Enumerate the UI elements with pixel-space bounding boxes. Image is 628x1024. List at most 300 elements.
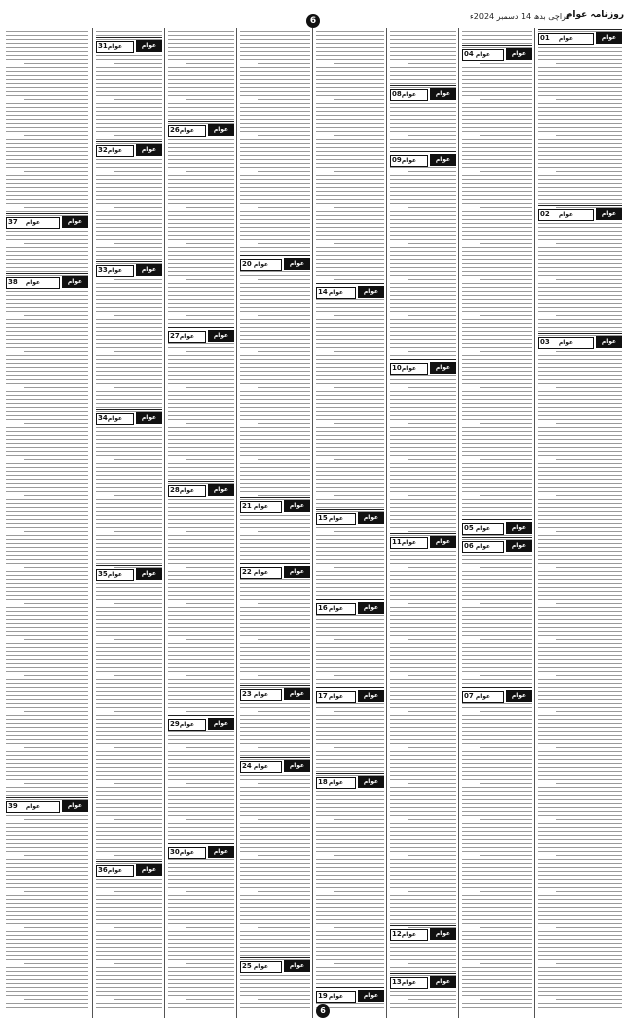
text-line	[96, 355, 162, 356]
text-line	[408, 891, 456, 892]
notice-divider	[96, 565, 162, 566]
text-line	[96, 367, 162, 368]
notice-logo-box: عوام	[284, 258, 310, 270]
text-line	[462, 511, 532, 512]
text-line	[390, 731, 456, 732]
text-line	[538, 283, 622, 284]
text-line	[258, 999, 310, 1000]
text-line	[390, 703, 456, 704]
text-line	[538, 323, 622, 324]
text-line	[390, 275, 456, 276]
text-line	[168, 659, 234, 660]
text-line	[538, 863, 622, 864]
notice-number: 25	[242, 962, 252, 970]
text-line	[408, 747, 456, 748]
text-line	[462, 223, 532, 224]
text-line	[462, 847, 532, 848]
text-line	[114, 387, 162, 388]
text-line	[240, 103, 310, 104]
text-line	[334, 639, 384, 640]
text-line	[96, 659, 162, 660]
text-line	[96, 703, 162, 704]
text-line	[462, 239, 532, 240]
notice-number: 17	[318, 692, 328, 700]
text-line	[316, 319, 384, 320]
notice-logo-box: عوام	[208, 846, 234, 858]
text-line	[168, 503, 234, 504]
text-line	[114, 675, 162, 676]
text-line	[24, 855, 88, 856]
text-line	[538, 823, 622, 824]
text-line	[538, 103, 622, 104]
text-line	[462, 147, 532, 148]
text-line	[538, 131, 622, 132]
notice-divider	[316, 509, 384, 510]
text-line	[538, 155, 622, 156]
text-line	[316, 959, 384, 960]
notice-header	[96, 568, 162, 580]
text-line	[408, 135, 456, 136]
text-line	[538, 139, 622, 140]
text-line	[240, 487, 310, 488]
text-line	[96, 827, 162, 828]
text-line	[316, 83, 384, 84]
text-line	[240, 319, 310, 320]
notice-number: 36	[98, 866, 108, 874]
notice-divider	[462, 519, 532, 520]
text-line	[240, 955, 310, 956]
notice-divider	[240, 497, 310, 498]
text-line	[538, 791, 622, 792]
text-line	[538, 923, 622, 924]
text-line	[390, 951, 456, 952]
text-line	[96, 339, 162, 340]
text-line	[408, 63, 456, 64]
notice-header	[240, 258, 310, 270]
text-line	[168, 599, 234, 600]
text-line	[462, 839, 532, 840]
text-line	[538, 523, 622, 524]
text-line	[168, 939, 234, 940]
text-line	[390, 695, 456, 696]
text-line	[390, 823, 456, 824]
text-line	[96, 175, 162, 176]
text-line	[462, 255, 532, 256]
text-line	[316, 147, 384, 148]
text-line	[556, 171, 622, 172]
text-line	[462, 167, 532, 168]
text-line	[6, 247, 88, 248]
text-line	[6, 443, 88, 444]
text-line	[334, 279, 384, 280]
notice-divider	[240, 255, 310, 256]
text-line	[316, 307, 384, 308]
text-line	[390, 139, 456, 140]
text-line	[240, 591, 310, 592]
text-line	[240, 983, 310, 984]
text-line	[240, 551, 310, 552]
notice-number: 11	[392, 538, 402, 546]
notice-divider	[6, 797, 88, 798]
text-line	[168, 147, 234, 148]
text-line	[480, 891, 532, 892]
text-line	[168, 439, 234, 440]
text-line	[462, 735, 532, 736]
text-line	[316, 899, 384, 900]
text-line	[168, 443, 234, 444]
notice-number: 26	[170, 126, 180, 134]
text-line	[538, 723, 622, 724]
text-line	[538, 951, 622, 952]
text-line	[390, 403, 456, 404]
text-line	[556, 891, 622, 892]
text-line	[316, 631, 384, 632]
text-line	[6, 47, 88, 48]
text-line	[538, 291, 622, 292]
text-line	[390, 751, 456, 752]
text-line	[240, 791, 310, 792]
text-line	[462, 379, 532, 380]
text-line	[390, 555, 456, 556]
text-line	[390, 871, 456, 872]
text-line	[316, 723, 384, 724]
text-line	[462, 43, 532, 44]
text-line	[6, 487, 88, 488]
text-line	[168, 195, 234, 196]
text-line	[168, 955, 234, 956]
text-line	[168, 303, 234, 304]
text-line	[168, 51, 234, 52]
notice-divider	[390, 151, 456, 152]
text-line	[390, 775, 456, 776]
text-line	[390, 83, 456, 84]
text-line	[168, 227, 234, 228]
text-column	[238, 28, 312, 1018]
text-line	[390, 259, 456, 260]
text-line	[240, 47, 310, 48]
text-line	[390, 843, 456, 844]
text-line	[538, 455, 622, 456]
text-line	[168, 947, 234, 948]
notice-number: 30	[170, 848, 180, 856]
notice-label: عوام	[168, 847, 206, 859]
text-line	[390, 131, 456, 132]
text-line	[316, 923, 384, 924]
text-line	[168, 627, 234, 628]
text-line	[316, 431, 384, 432]
text-line	[6, 499, 88, 500]
text-line	[6, 147, 88, 148]
text-line	[538, 167, 622, 168]
notice-logo-box: عوام	[208, 330, 234, 342]
text-line	[114, 495, 162, 496]
text-line	[316, 563, 384, 564]
text-line	[6, 355, 88, 356]
text-line	[96, 107, 162, 108]
text-line	[462, 727, 532, 728]
notice-divider	[462, 537, 532, 538]
text-line	[6, 735, 88, 736]
text-line	[240, 463, 310, 464]
text-line	[390, 255, 456, 256]
notice-divider	[390, 359, 456, 360]
text-line	[186, 315, 234, 316]
text-line	[556, 783, 622, 784]
text-line	[96, 667, 162, 668]
text-line	[168, 759, 234, 760]
text-line	[408, 423, 456, 424]
text-line	[168, 543, 234, 544]
text-line	[316, 671, 384, 672]
notice-number: 14	[318, 288, 328, 296]
text-line	[334, 747, 384, 748]
text-line	[390, 71, 456, 72]
text-line	[556, 279, 622, 280]
text-line	[462, 703, 532, 704]
text-line	[538, 719, 622, 720]
text-line	[6, 199, 88, 200]
text-line	[258, 99, 310, 100]
text-line	[390, 803, 456, 804]
text-line	[168, 731, 234, 732]
text-line	[556, 315, 622, 316]
text-line	[240, 539, 310, 540]
text-line	[96, 795, 162, 796]
text-line	[6, 1007, 88, 1008]
notice-divider	[96, 141, 162, 142]
text-line	[390, 1007, 456, 1008]
text-line	[538, 159, 622, 160]
notice-label: عوام	[316, 513, 356, 525]
text-line	[6, 563, 88, 564]
text-line	[316, 847, 384, 848]
text-line	[390, 375, 456, 376]
text-line	[538, 623, 622, 624]
text-line	[316, 803, 384, 804]
text-line	[538, 947, 622, 948]
text-line	[316, 379, 384, 380]
notice-logo-box: عوام	[284, 500, 310, 512]
text-line	[334, 315, 384, 316]
text-line	[96, 995, 162, 996]
text-line	[114, 639, 162, 640]
text-line	[390, 563, 456, 564]
text-line	[390, 551, 456, 552]
text-line	[186, 711, 234, 712]
text-line	[96, 31, 162, 32]
text-line	[462, 83, 532, 84]
text-line	[390, 763, 456, 764]
text-line	[462, 835, 532, 836]
text-line	[538, 311, 622, 312]
text-line	[316, 275, 384, 276]
text-line	[316, 347, 384, 348]
text-line	[538, 959, 622, 960]
text-line	[462, 843, 532, 844]
text-line	[316, 507, 384, 508]
text-line	[538, 511, 622, 512]
text-line	[538, 411, 622, 412]
text-line	[316, 343, 384, 344]
notice-divider	[538, 205, 622, 206]
notice-number: 32	[98, 146, 108, 154]
text-line	[6, 379, 88, 380]
text-line	[240, 399, 310, 400]
text-line	[168, 111, 234, 112]
text-line	[96, 127, 162, 128]
notice-number: 35	[98, 570, 108, 578]
text-line	[316, 595, 384, 596]
text-line	[168, 95, 234, 96]
notice-logo-box: عوام	[208, 718, 234, 730]
text-line	[316, 179, 384, 180]
text-line	[168, 403, 234, 404]
notice-label: عوام	[316, 991, 356, 1003]
text-line	[168, 879, 234, 880]
text-line	[538, 627, 622, 628]
text-line	[538, 995, 622, 996]
text-line	[462, 803, 532, 804]
text-line	[240, 803, 310, 804]
text-line	[390, 343, 456, 344]
text-line	[390, 59, 456, 60]
text-line	[316, 375, 384, 376]
text-line	[168, 371, 234, 372]
text-line	[258, 315, 310, 316]
text-line	[538, 543, 622, 544]
text-line	[186, 891, 234, 892]
text-line	[538, 667, 622, 668]
text-line	[408, 567, 456, 568]
text-line	[556, 927, 622, 928]
text-line	[96, 75, 162, 76]
text-line	[462, 811, 532, 812]
text-line	[390, 815, 456, 816]
text-line	[390, 727, 456, 728]
text-line	[462, 907, 532, 908]
text-line	[96, 363, 162, 364]
text-line	[316, 55, 384, 56]
text-line	[462, 863, 532, 864]
text-line	[462, 311, 532, 312]
text-line	[96, 435, 162, 436]
text-line	[240, 91, 310, 92]
text-line	[316, 183, 384, 184]
text-line	[96, 627, 162, 628]
notice-label: عوام	[240, 689, 282, 701]
text-line	[480, 567, 532, 568]
text-line	[240, 811, 310, 812]
text-line	[6, 475, 88, 476]
notice-label: عوام	[6, 801, 60, 813]
text-line	[6, 95, 88, 96]
text-line	[6, 467, 88, 468]
text-line	[168, 915, 234, 916]
text-line	[316, 583, 384, 584]
text-line	[316, 363, 384, 364]
text-line	[462, 627, 532, 628]
text-line	[186, 243, 234, 244]
text-line	[462, 331, 532, 332]
text-line	[462, 139, 532, 140]
text-line	[96, 619, 162, 620]
notice-logo-box: عوام	[62, 276, 88, 288]
text-line	[96, 919, 162, 920]
notice-divider	[240, 757, 310, 758]
text-line	[462, 1007, 532, 1008]
text-line	[316, 539, 384, 540]
text-line	[6, 435, 88, 436]
text-line	[462, 91, 532, 92]
text-line	[6, 451, 88, 452]
text-line	[316, 579, 384, 580]
text-line	[316, 863, 384, 864]
text-line	[6, 347, 88, 348]
text-line	[6, 843, 88, 844]
text-line	[96, 695, 162, 696]
text-line	[390, 811, 456, 812]
text-line	[334, 927, 384, 928]
text-line	[240, 715, 310, 716]
text-line	[462, 419, 532, 420]
text-line	[168, 467, 234, 468]
text-line	[390, 755, 456, 756]
text-line	[168, 435, 234, 436]
text-line	[538, 607, 622, 608]
text-line	[390, 479, 456, 480]
text-line	[316, 715, 384, 716]
text-line	[240, 355, 310, 356]
text-line	[240, 115, 310, 116]
text-line	[114, 351, 162, 352]
column-rule	[236, 28, 237, 1018]
text-line	[96, 691, 162, 692]
text-line	[390, 735, 456, 736]
text-line	[462, 355, 532, 356]
text-line	[538, 847, 622, 848]
text-line	[6, 823, 88, 824]
text-line	[96, 319, 162, 320]
text-line	[168, 975, 234, 976]
text-line	[462, 915, 532, 916]
text-line	[168, 283, 234, 284]
text-line	[168, 551, 234, 552]
text-line	[390, 907, 456, 908]
text-line	[96, 259, 162, 260]
text-line	[316, 271, 384, 272]
text-line	[168, 959, 234, 960]
text-line	[480, 63, 532, 64]
text-line	[538, 355, 622, 356]
text-line	[538, 843, 622, 844]
text-line	[6, 991, 88, 992]
text-line	[168, 379, 234, 380]
text-line	[390, 263, 456, 264]
text-line	[240, 219, 310, 220]
text-line	[240, 903, 310, 904]
notice-header	[168, 330, 234, 342]
text-line	[390, 671, 456, 672]
text-line	[240, 111, 310, 112]
notice-label: عوام	[462, 49, 504, 61]
text-line	[538, 271, 622, 272]
notice-logo-box: عوام	[62, 216, 88, 228]
text-line	[390, 911, 456, 912]
text-line	[538, 111, 622, 112]
text-line	[186, 567, 234, 568]
text-line	[462, 535, 532, 536]
text-line	[168, 703, 234, 704]
